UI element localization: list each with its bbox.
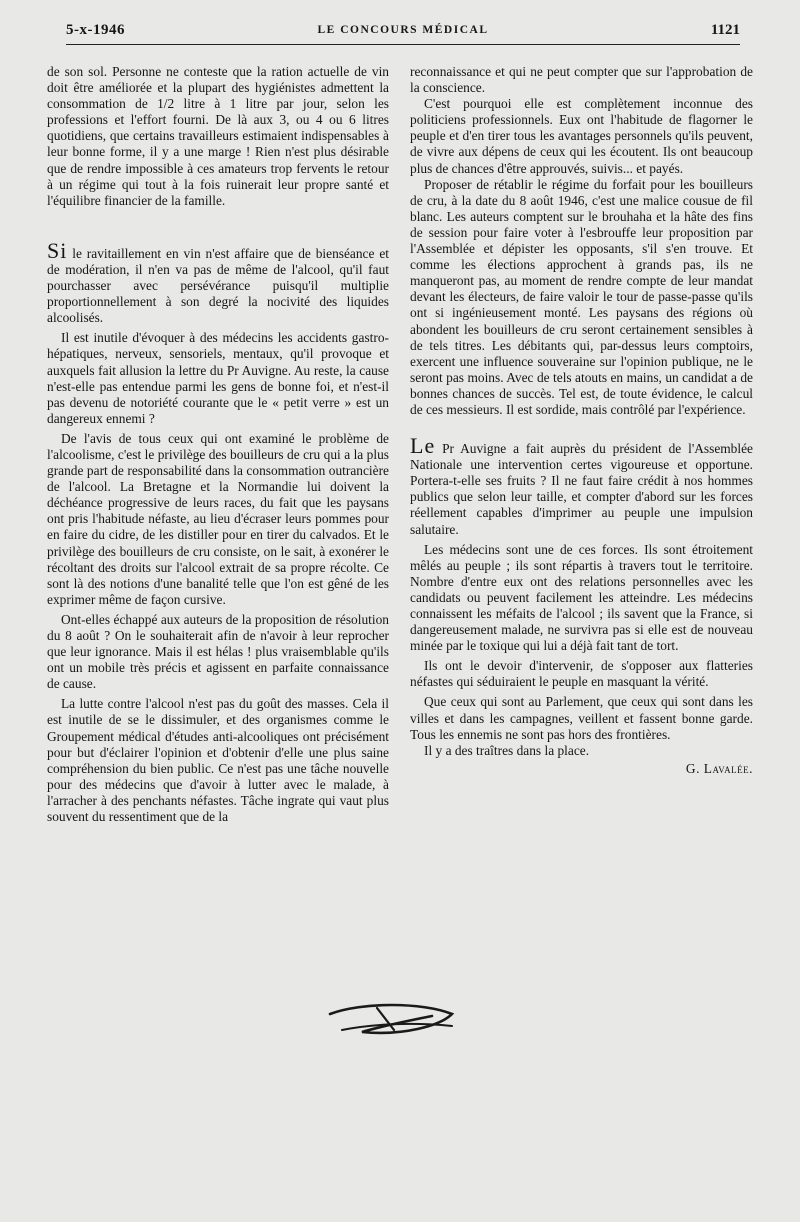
paragraph: Ils ont le devoir d'intervenir, de s'opposer aux flatteries néfastes qui séduiraient le peuple en masquant la vérité. xyxy=(410,658,753,690)
paragraph: Les médecins sont une de ces forces. Ils sont étroitement mêlés au peuple ; ils sont répartis à travers tout le territoire. Nombre d'entre eux ont des relations personnelles avec les candidats ou peuvent facilement les atteindre. Les médecins connaissent les méfaits de l'alcool ; ils savent que la France, si dangereusement malade, ne survivra pas si elle est de nouveau minée par le toxique qui lui a déjà fait tant de tort. xyxy=(410,541,753,654)
author-signature: G. Lavalée. xyxy=(685,760,753,776)
paragraph: reconnaissance et qui ne peut compter que sur l'approbation de la conscience. xyxy=(410,64,753,96)
drop-cap: Le xyxy=(410,433,436,459)
paragraph: C'est pourquoi elle est complètement inconnue des politiciens professionnels. Eux ont l'habitude de flagorner le peuple et d'en tirer tous les avantages personnels qu'ils peuvent, de vivre aux dépens de ceux qui les écoutent. Ils ont beaucoup plus de chances d'être approuvés, suivis... et payés. xyxy=(410,96,753,176)
paragraph-text: le ravitaillement en vin n'est affaire que de bienséance et de modération, il n'en va pas de même de l'alcool, qu'il faut pourchasser avec persévérance puisqu'il multiplie proportionnellement à son degré la nocivité des liquides alcoolisés. xyxy=(47,245,389,326)
paragraph-text: Pr Auvigne a fait auprès du président de l'Assemblée Nationale une intervention certes vigoureuse et opportune. Portera-t-elle ses fruits ? Il ne faut faire crédit à nos hommes publics que selon leur taille, et compter d'abord sur les forces réellement capables d'imprimer au peuple une impulsion salutaire. xyxy=(410,441,753,537)
paragraph: Il est inutile d'évoquer à des médecins les accidents gastro-hépatiques, nerveux, sensoriels, mentaux, qu'il provoque et auxquels fait allusion la lettre du Pr Auvigne. Au reste, la cause n'est-elle pas entendue parmi les gens de bonne foi, et n'est-il pas devenu de notoriété courante que le « petit verre » est un dangereux ennemi ? xyxy=(47,330,389,426)
paragraph-section-start xyxy=(47,237,389,326)
left-column xyxy=(47,64,389,825)
paragraph: Il y a des traîtres dans la place. xyxy=(424,742,590,758)
header-page-number: 1121 xyxy=(710,22,740,38)
paragraph: La lutte contre l'alcool n'est pas du goût des masses. Cela il est inutile de se le dissimuler, et des organismes comme le Groupement médical d'études anti-alcooliques ont précisément pour but d'éclairer l'opinion et d'obtenir d'elle une plus saine compréhension du bien public. Ce n'est pas une tâche nouvelle pour des médecins que d'avoir à lutter avec le malade, à l'arracher à des penchants néfastes. Tâche ingrate qui vaut plus souvent du ressentiment que de la xyxy=(47,696,389,825)
paragraph-section-start xyxy=(410,433,753,538)
right-column xyxy=(410,64,753,777)
paragraph: De l'avis de tous ceux qui ont examiné le problème de l'alcoolisme, c'est le privilège des bouilleurs de cru qui a la plus grande part de responsabilité dans la consommation outrancière de l'alcool. La Bretagne et la Normandie lui doivent la déchéance progressive de leurs races, du fait que les paysans ont pris l'habitude néfaste, au lieu d'écraser leurs pommes pour en faire du cidre, de les distiller pour en tirer du calvados. Et le privilège des bouilleurs de cru consiste, on le sait, à exonérer le récoltant des droits sur l'alcool extrait de sa propre récolte. Ce sont là des notions d'une banalité telle que l'on est gêné de les exprimer même de façon cursive. xyxy=(47,430,389,607)
paragraph: Ont-elles échappé aux auteurs de la proposition de résolution du 8 août ? On le souhaiterait afin de n'avoir à leur reprocher que leur ignorance. Mais il est hélas ! plus vraisemblable qu'ils ont un mobile très précis et agissent en parfaite connaissance de cause. xyxy=(47,611,389,692)
drop-cap: Si xyxy=(47,237,68,263)
running-header xyxy=(66,22,740,45)
paragraph: Que ceux qui sont au Parlement, que ceux qui sont dans les villes et dans les campagnes, veillent et fassent bonne garde. Tous les ennemis ne sont pas hors des frontières. xyxy=(410,694,753,742)
header-journal-title: LE CONCOURS MÉDICAL xyxy=(317,24,489,36)
end-flourish-icon xyxy=(322,996,462,1046)
paragraph: de son sol. Personne ne conteste que la ration actuelle de vin doit être améliorée et la plupart des hygiénistes admettent la consommation de 1/2 litre à 1 litre par jour, selon les professions et l'effort fourni. De là aux 3, ou 4 ou 6 litres quotidiens, que certains travailleurs estimaient indispensables à leur bonne forme, il y a une marge ! Rien n'est plus désirable que de rendre impossible à ces amateurs trop fervents le retour à un régime qui tout à la fois ruinerait leur propre santé et l'équilibre financier de la famille. xyxy=(47,64,389,208)
paragraph: Proposer de rétablir le régime du forfait pour les bouilleurs de cru, à la date du 8 août 1946, c'est une malice cousue de fil blanc. Les auteurs comptent sur le brouhaha et la hâte des fins de session pour faire voter à l'esbrouffe leur proposition par l'Assemblée et dépister les opposants, s'il s'en trouve. Et comme les élections approchent à grands pas, ils ne manqueront pas, au moment de rendre compte de leur mandat devant les électeurs, de faire valoir le tour de passe-passe qu'ils ont si ingénieusement monté. Les paysans des régions où abondent les bouilleurs de cru seront certainement sensibles à de tels titres. Les débitants qui, par-dessus leurs comptoirs, exercent une influence souveraine sur l'opinion publique, ne le seront pas moins. Avec de tels atouts en mains, un candidat a de bonnes chances de succès. Tel est, de toute évidence, le calcul de ces messieurs. Il est sordide, mais contrôlé par l'expérience. xyxy=(410,176,753,417)
header-date: 5-x-1946 xyxy=(66,22,125,38)
